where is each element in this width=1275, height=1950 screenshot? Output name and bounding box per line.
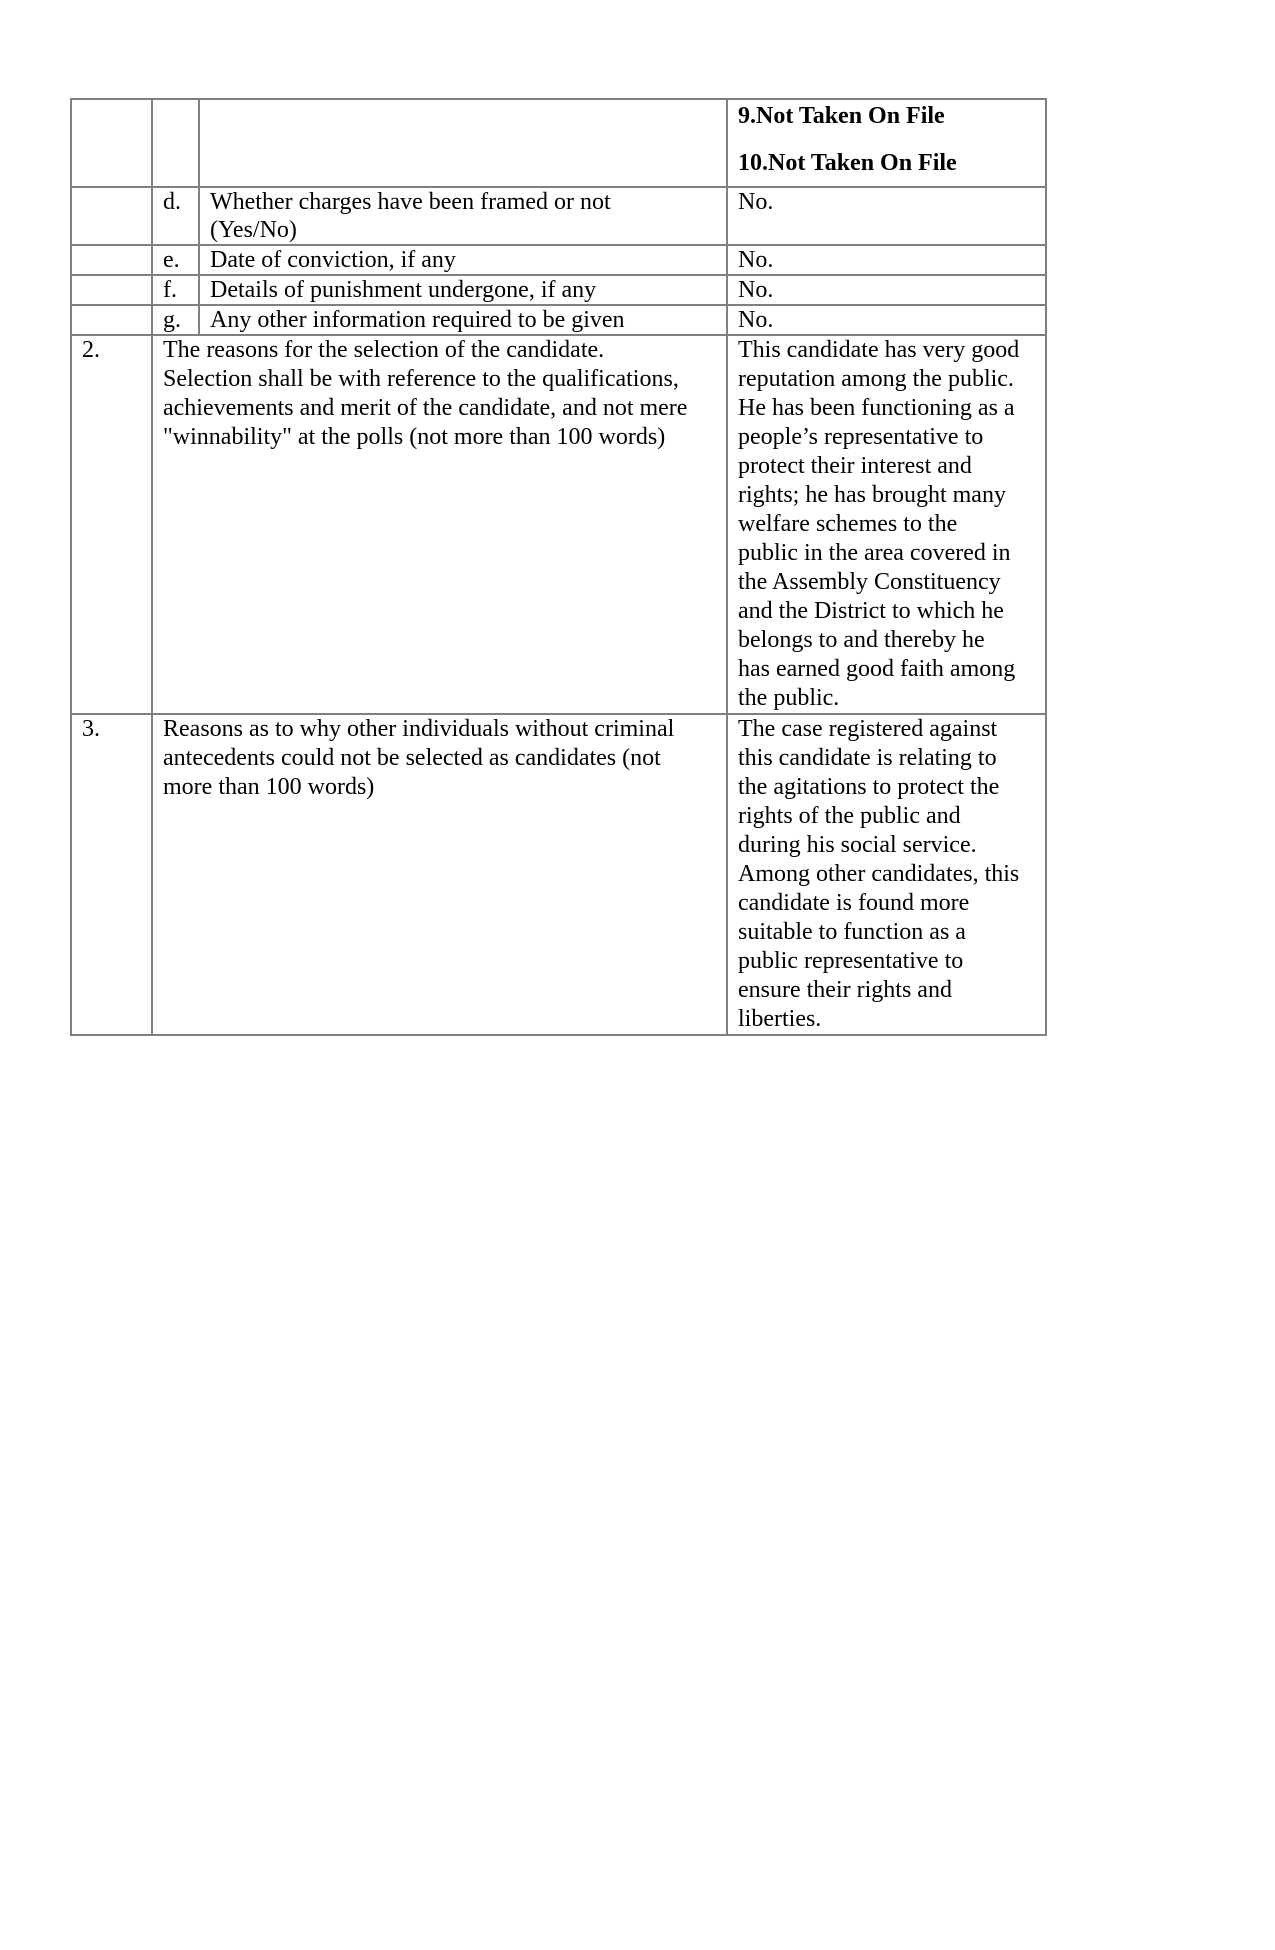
- sub-item-value: No.: [727, 187, 1046, 245]
- answer-line: rights of the public and: [738, 803, 961, 829]
- answer-line: belongs to and thereby he: [738, 627, 985, 653]
- answer-line: public in the area covered in: [738, 540, 1011, 566]
- table-row: [71, 714, 1046, 1035]
- question-line: "winnability" at the polls (not more than 100 words): [163, 424, 666, 450]
- answer-line: welfare schemes to the: [738, 511, 958, 537]
- table-row: [71, 245, 1046, 275]
- table-row: [71, 305, 1046, 335]
- table-row: [71, 99, 1046, 187]
- row-number: 3.: [71, 714, 152, 1035]
- question-cell: [152, 335, 727, 714]
- sub-item-value: No.: [727, 245, 1046, 275]
- sub-item-letter: d.: [152, 187, 199, 245]
- sub-item-label: [199, 187, 727, 245]
- table-row: [71, 187, 1046, 245]
- empty-cell: [199, 99, 727, 187]
- empty-cell: [71, 187, 152, 245]
- answer-line: has earned good faith among: [738, 656, 1016, 682]
- row-number: 2.: [71, 335, 152, 714]
- empty-cell: [71, 275, 152, 305]
- answer-cell: [727, 335, 1046, 714]
- sub-item-value: No.: [727, 305, 1046, 335]
- empty-cell: [71, 99, 152, 187]
- sub-item-letter: f.: [152, 275, 199, 305]
- answer-line: people’s representative to: [738, 424, 984, 450]
- question-line: Reasons as to why other individuals without criminal: [163, 716, 675, 742]
- sub-item-label-line: Whether charges have been framed or not: [210, 189, 611, 215]
- sub-item-label-line: (Yes/No): [210, 217, 297, 243]
- file-status-line: 10.Not Taken On File: [738, 150, 957, 176]
- answer-line: suitable to function as a: [738, 919, 966, 945]
- answer-cell: [727, 714, 1046, 1035]
- sub-item-label: Details of punishment undergone, if any: [199, 275, 727, 305]
- sub-item-label: Date of conviction, if any: [199, 245, 727, 275]
- table-row: [71, 275, 1046, 305]
- sub-item-letter: e.: [152, 245, 199, 275]
- question-line: more than 100 words): [163, 774, 375, 800]
- answer-line: and the District to which he: [738, 598, 1004, 624]
- question-line: The reasons for the selection of the candidate.: [163, 337, 605, 363]
- answer-line: this candidate is relating to: [738, 745, 997, 771]
- answer-line: protect their interest and: [738, 453, 972, 479]
- question-line: antecedents could not be selected as candidates (not: [163, 745, 661, 771]
- empty-cell: [71, 305, 152, 335]
- file-status-cell: [727, 99, 1046, 187]
- answer-line: during his social service.: [738, 832, 977, 858]
- answer-line: the Assembly Constituency: [738, 569, 1001, 595]
- question-cell: [152, 714, 727, 1035]
- answer-line: The case registered against: [738, 716, 998, 742]
- answer-line: candidate is found more: [738, 890, 970, 916]
- answer-line: liberties.: [738, 1006, 822, 1032]
- question-line: Selection shall be with reference to the qualifications,: [163, 366, 679, 392]
- answer-line: the agitations to protect the: [738, 774, 1000, 800]
- answer-line: This candidate has very good: [738, 337, 1020, 363]
- answer-line: reputation among the public.: [738, 366, 1014, 392]
- table-row: [71, 335, 1046, 714]
- answer-line: public representative to: [738, 948, 964, 974]
- question-line: achievements and merit of the candidate, and not mere: [163, 395, 688, 421]
- answer-line: rights; he has brought many: [738, 482, 1006, 508]
- sub-item-label: Any other information required to be given: [199, 305, 727, 335]
- disclosure-table: [70, 98, 1047, 1036]
- file-status-line: 9.Not Taken On File: [738, 103, 945, 129]
- sub-item-letter: g.: [152, 305, 199, 335]
- empty-cell: [71, 245, 152, 275]
- answer-line: Among other candidates, this: [738, 861, 1020, 887]
- sub-item-value: No.: [727, 275, 1046, 305]
- answer-line: ensure their rights and: [738, 977, 952, 1003]
- answer-line: the public.: [738, 685, 840, 711]
- answer-line: He has been functioning as a: [738, 395, 1015, 421]
- empty-cell: [152, 99, 199, 187]
